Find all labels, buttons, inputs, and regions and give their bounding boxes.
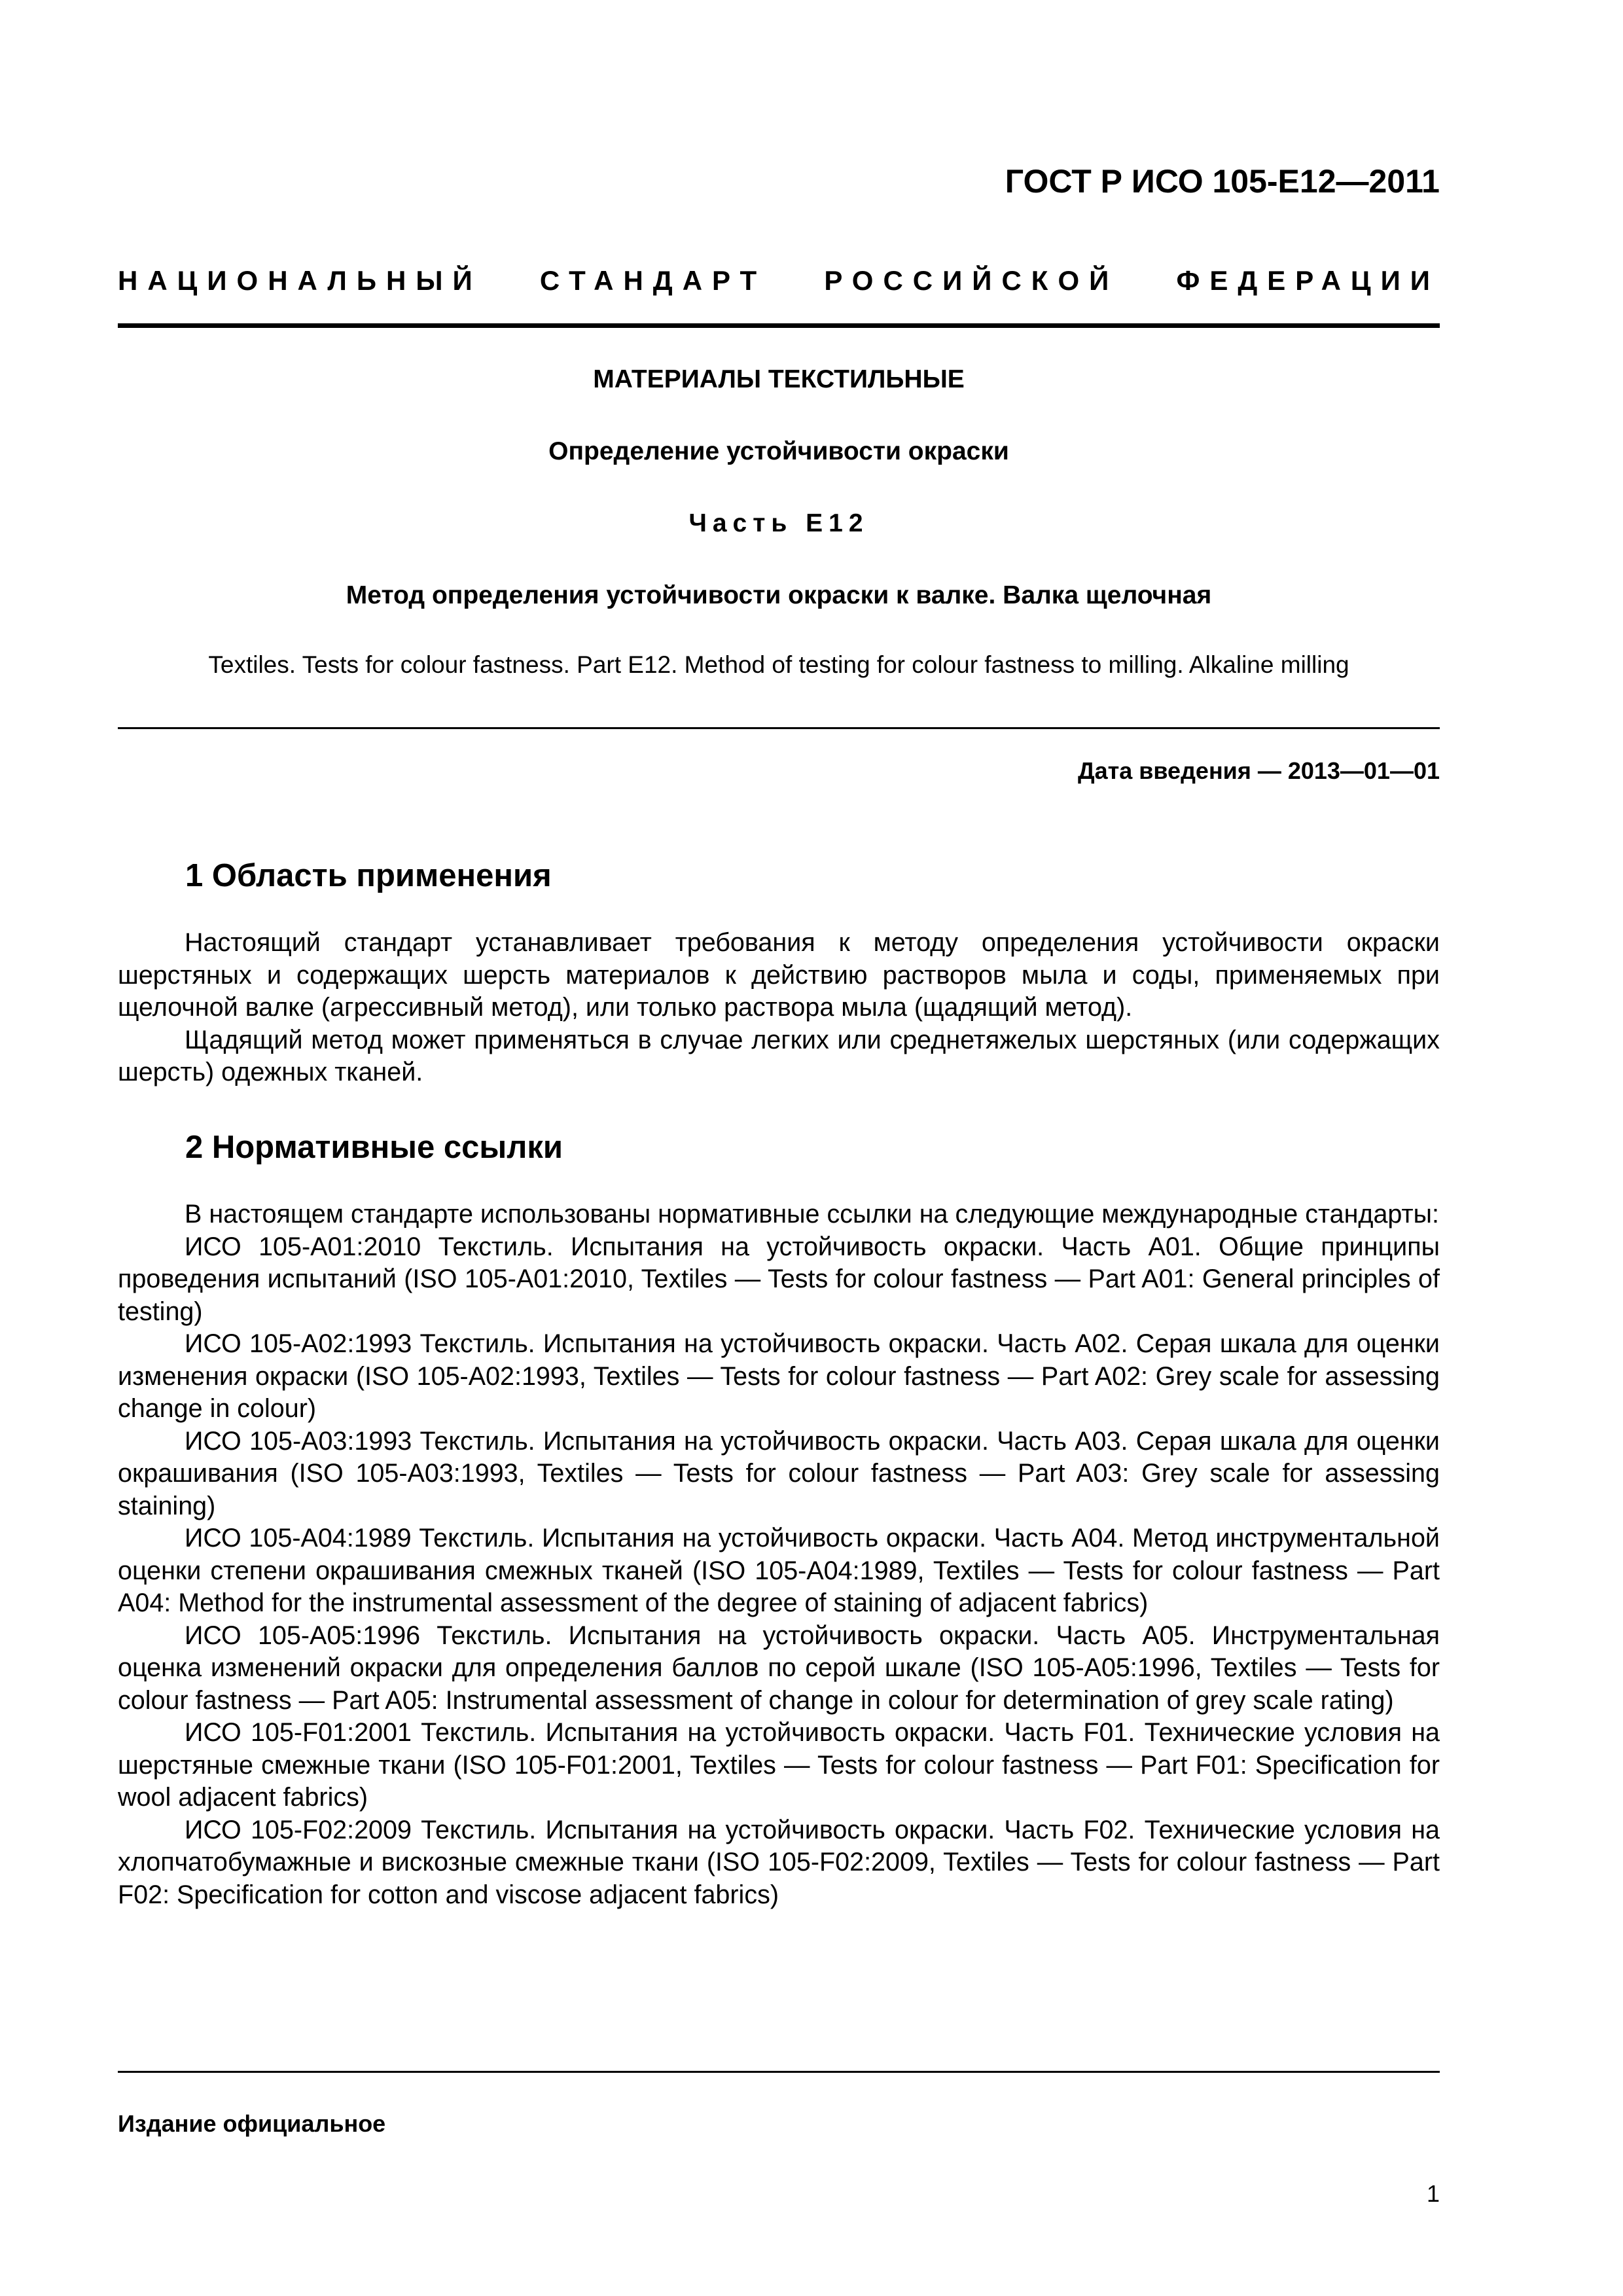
page-number: 1 <box>1426 2180 1440 2207</box>
paragraph: Настоящий стандарт устанавливает требования к методу определения устойчивости окраски шерстяных и содержащих шерсть материалов к действию растворов мыла и соды, применяемых при щелочной валке (агрессивный метод), или только раствора мыла (щадящий метод). <box>118 928 1440 1022</box>
section-body-references <box>118 1198 1440 1911</box>
title-divider <box>118 727 1440 729</box>
paragraph: Щадящий метод может применяться в случае легких или среднетяжелых шерстяных (или содержащих шерсть) одежных тканей. <box>118 1025 1440 1086</box>
banner-word: НАЦИОНАЛЬНЫЙ <box>118 265 482 296</box>
reference-entry: ИСО 105-F01:2001 Текстиль. Испытания на устойчивость окраски. Часть F01. Технические условия на шерстяные смежные ткани (ISO 105-F01:2001, Textiles — Tests for colour fastness — Part F01: Specification for wool adjacent fabrics) <box>118 1718 1440 1812</box>
standard-method-title: Метод определения устойчивости окраски к валке. Валка щелочная <box>346 581 1212 609</box>
banner-word: СТАНДАРТ <box>539 265 767 296</box>
official-edition-label: Издание официальное <box>118 2110 386 2137</box>
standard-subtitle: Определение устойчивости окраски <box>548 437 1009 465</box>
reference-entry: ИСО 105-А01:2010 Текстиль. Испытания на устойчивость окраски. Часть А01. Общие принципы проведения испытаний (ISO 105-A01:2010, Textiles — Tests for colour fastness — Part A01: General principles of testing) <box>118 1232 1440 1326</box>
introduction-date: Дата введения — 2013—01—01 <box>1077 757 1440 784</box>
header-divider <box>118 323 1440 328</box>
paragraph: В настоящем стандарте использованы нормативные ссылки на следующие международные стандарты: <box>185 1200 1439 1229</box>
national-standard-banner <box>118 265 1440 296</box>
footer-divider <box>118 2071 1440 2073</box>
section-heading-references: 2 Нормативные ссылки <box>185 1130 563 1165</box>
standard-title: МАТЕРИАЛЫ ТЕКСТИЛЬНЫЕ <box>593 365 965 393</box>
section-heading-scope: 1 Область применения <box>185 858 552 893</box>
reference-entry: ИСО 105-А04:1989 Текстиль. Испытания на устойчивость окраски. Часть А04. Метод инструментальной оценки степени окрашивания смежных тканей (ISO 105-A04:1989, Textiles — Tests for colour fastness — Part A04: Method for the instrumental assessment of the degree of staining of adjacent fabrics) <box>118 1524 1440 1617</box>
reference-entry: ИСО 105-А02:1993 Текстиль. Испытания на устойчивость окраски. Часть А02. Серая шкала для оценки изменения окраски (ISO 105-A02:1993, Textiles — Tests for colour fastness — Part A02: Grey scale for assessing change in colour) <box>118 1329 1440 1423</box>
section-body-scope <box>118 927 1440 1089</box>
reference-entry: ИСО 105-А03:1993 Текстиль. Испытания на устойчивость окраски. Часть А03. Серая шкала для оценки окрашивания (ISO 105-A03:1993, Textiles — Tests for colour fastness — Part A03: Grey scale for assessing staining) <box>118 1426 1440 1520</box>
reference-entry: ИСО 105-F02:2009 Текстиль. Испытания на устойчивость окраски. Часть F02. Технические условия на хлопчатобумажные и вискозные смежные ткани (ISO 105-F02:2009, Textiles — Tests for colour fastness — Part F02: Specification for cotton and viscose adjacent fabrics) <box>118 1815 1440 1909</box>
english-title: Textiles. Tests for colour fastness. Part E12. Method of testing for colour fastness to milling. Alkaline milling <box>208 651 1349 678</box>
banner-word: РОССИЙСКОЙ <box>824 265 1119 296</box>
standard-part: Часть Е12 <box>688 509 869 537</box>
reference-entry: ИСО 105-А05:1996 Текстиль. Испытания на устойчивость окраски. Часть А05. Инструментальная оценка изменений окраски для определения баллов по серой шкале (ISO 105-A05:1996, Textiles — Tests for colour fastness — Part A05: Instrumental assessment of change in colour for determination of grey scale rating) <box>118 1621 1440 1715</box>
banner-word: ФЕДЕРАЦИИ <box>1176 265 1440 296</box>
document-code: ГОСТ Р ИСО 105-Е12—2011 <box>1005 163 1440 200</box>
